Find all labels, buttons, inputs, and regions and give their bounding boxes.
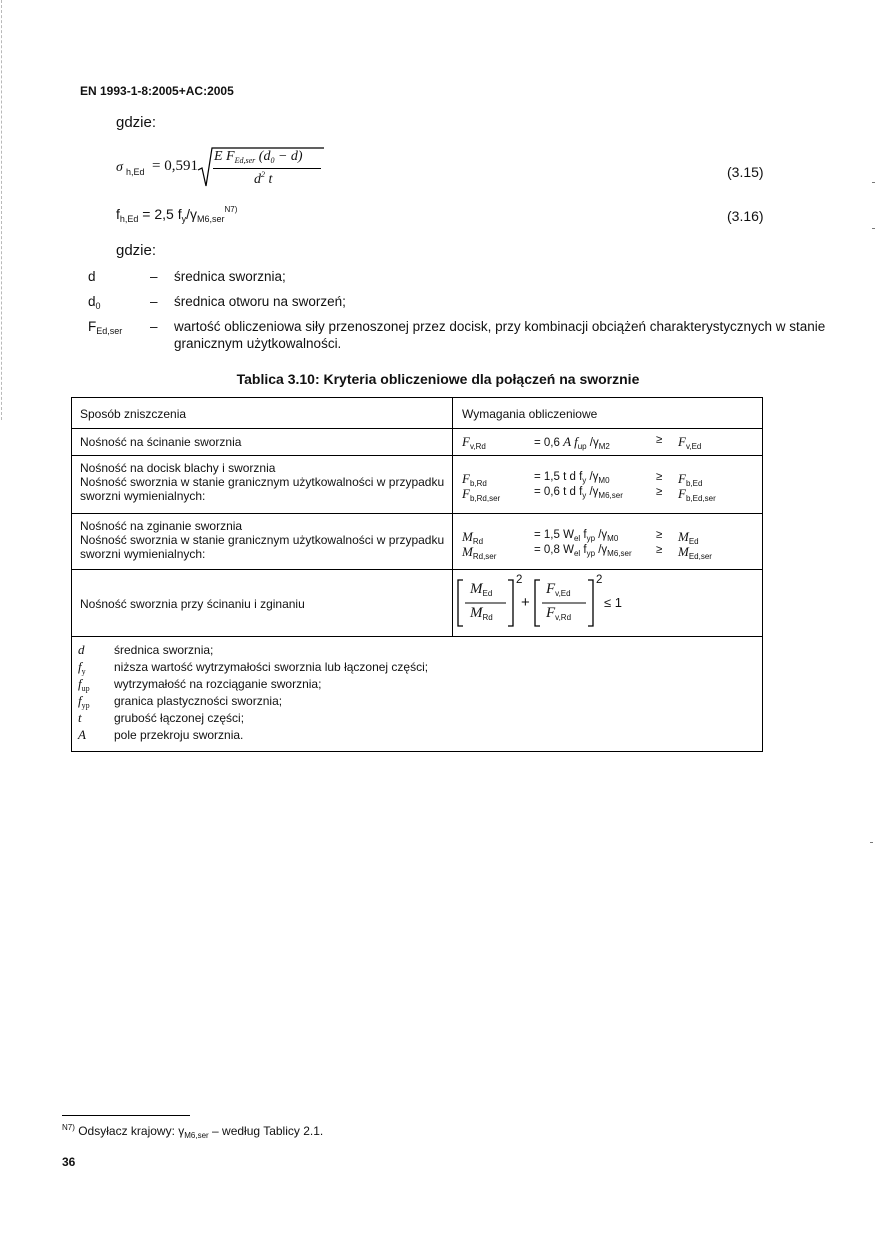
legend-item: $f_{up}$ wytrzymałość na rozciąganie sworznia; [78,676,322,693]
page-number: 36 [62,1155,76,1169]
interaction-formula: $M_{Ed}$ $M_{Rd}$ 2 + $F_{v,Ed}$ $F_{v,Rd}$ 2 ≤ 1 [454,574,654,634]
equation-3-16: $f_{h,Ed} = 2,5$ $f_y/\gamma_{M6,ser}^{N7)}$ [116,205,238,224]
legend-item: t grubość łączonej części; [78,710,245,725]
equation-number: (3.16) [727,208,764,224]
document-header: EN 1993-1-8:2005+AC:2005 [80,84,234,98]
inequality-sign: ≥ [656,434,663,446]
inequality-sign: ≥ [656,544,663,556]
sigma-subscript: h,Ed [126,167,145,177]
formula: $M_{Ed,ser}$ [678,544,712,561]
exponent: 2 [596,574,603,586]
inequality-sign: ≥ [656,529,663,541]
equation-3-15 [116,146,446,192]
inequality-sign: ≥ [656,486,663,498]
formula: = 0,6 t d $f_y$ $/\gamma_{M6,ser}$ [534,486,623,500]
formula: $F_{b,Rd,ser}$ [462,486,501,503]
denominator: $d^2$ t [254,170,273,187]
gdzie-label: gdzie: [116,242,157,259]
formula: $M_{Rd}$ [462,529,484,546]
numerator: E $F_{Ed,ser}$ $(d_0 - d)$ [214,149,303,165]
row-divider [72,455,762,456]
row-label: Nośność sworznia przy ścinaniu i zginaniu [80,597,305,611]
legend-item: d średnica sworznia; [78,642,214,657]
scan-speck [870,842,873,843]
formula: = 1,5 $W_{el}$ $f_{yp}$ $/\gamma_{M0}$ [534,529,619,543]
legend-item: $f_y$ niższa wartość wytrzymałości sworznia lub łączonej części; [78,659,429,676]
inequality: ≤ 1 [604,595,622,610]
legend-item: $f_{yp}$ granica plastyczności sworznia; [78,693,283,710]
formula: = 1,5 t d $f_y$ $/\gamma_{M0}$ [534,471,610,485]
row-divider [72,428,762,429]
row-divider [72,513,762,514]
scan-speck [872,228,875,229]
footnote-rule [62,1115,190,1116]
column-divider [452,398,453,636]
row-divider [72,569,762,570]
plus-sign: + [521,594,530,611]
row-label: Nośność na docisk blachy i sworznia Nośność sworznia w stanie granicznym użytkowalności w przypadku sworzni wymienialnych: [80,461,445,503]
scan-margin-line [1,0,2,420]
coefficient: = 0,591 [152,158,198,174]
sigma-symbol: σ [116,160,123,175]
legend-item: A pole przekroju sworznia. [78,727,244,742]
gdzie-label: gdzie: [116,114,157,131]
formula: = 0,6 A $f_{up}$ $/\gamma_{M2}$ [534,434,610,451]
row-label: Nośność na zginanie sworznia Nośność sworznia w stanie granicznym użytkowalności w przypadku sworzni wymienialnych: [80,519,445,561]
fraction-bar [213,168,321,169]
exponent: 2 [516,574,523,586]
column-header: Wymagania obliczeniowe [462,407,598,421]
formula: $M_{Ed}$ [678,529,699,546]
criteria-table [71,397,763,752]
formula: $F_{v,Ed}$ [678,434,702,451]
scan-speck [872,182,875,183]
row-label: Nośność na ścinanie sworznia [80,435,242,449]
formula: $F_{v,Rd}$ [462,434,486,451]
formula: $M_{Rd,ser}$ [462,544,497,561]
table-caption: Tablica 3.10: Kryteria obliczeniowe dla połączeń na sworznie [236,371,640,387]
inequality-sign: ≥ [656,471,663,483]
formula: $F_{b,Ed,ser}$ [678,486,716,503]
formula: $F_{b,Rd}$ [462,471,487,488]
row-divider [72,636,762,637]
footnote: $^{N7)}$ Odsyłacz krajowy: $\gamma_{M6,ser}$ – według Tablicy 2.1. [62,1123,324,1140]
document-page: EN 1993-1-8:2005+AC:2005 gdzie: σ h,Ed = 0,591 E $F_{Ed,ser}$ $(d_0 - d)$ $d^2$ t (3.15) $f_{h,Ed} = 2,5$ $f_y/\gamma_{M6,ser}^{N7)}$ (3.16) gdzie: d – średnica sworznia; $d_0$ – średnica otworu na sworzeń; $F_{Ed,ser}$ – wartość obliczeniowa siły przenoszonej przez docisk, przy kombinacji obciążeń charakterystycznych w stanie granicznym użytkowalności. Tablica 3.10: Kryteria obliczeniowe dla połączeń na sworznie Sposób zniszczenia Wymagania obliczeniowe Nośność na ścinanie sworznia $F_{v,Rd}$ = 0,6 A $f_{up}$ $/\gamma_{M2}$ ≥ $F_{v,Ed}$ Nośność na docisk blachy i sworznia Nośność sworznia w stanie granicznym użytkowalności w przypadku sworzni wymienialnych: $F_{b,Rd}$ = 1,5 t d $f_y$ $/\gamma_{M0}$ ≥ $F_{b,Ed}$ $F_{b,Rd,ser}$ = 0,6 t d $f_y$ $/\gamma_{M6,ser}$ ≥ $F_{b,Ed,ser}$ Nośność na zginanie sworznia Nośność sworznia w stanie granicznym użytkowalności w przypadku sworzni wymienialnych: $M_{Rd}$ = 1,5 $W_{el}$ $f_{yp}$ $/\gamma_{M0}$ ≥ $M_{Ed}$ $M_{Rd,ser}$ = 0,8 $W_{el}$ $f_{yp}$ $/\gamma_{M6,ser}$ ≥ $M_{Ed,ser}$ Nośność sworznia przy ścinaniu i zginaniu $M_{Ed}$ $M_{Rd}$ 2 + $F_{v,Ed}$ $F_{v,Rd}$ 2 ≤ 1 d średnica sworznia; $f_y$ niższa wartość wytrzymałości sworznia lub łączonej części; $f_{up}$ wytrzymałość na rozciąganie sworznia; $f_{yp}$ granica plastyczności sworznia; t grubość łączonej części; A pole przekroju sworznia. $^{N7)}$ Odsyłacz krajowy: $\gamma_{M6,ser}$ – według Tablicy 2.1. 36 [0,0,876,1245]
column-header: Sposób zniszczenia [80,407,187,421]
equation-number: (3.15) [727,164,764,180]
symbol-legend [78,642,758,750]
formula: $F_{b,Ed}$ [678,471,703,488]
formula: = 0,8 $W_{el}$ $f_{yp}$ $/\gamma_{M6,ser}$ [534,544,632,558]
